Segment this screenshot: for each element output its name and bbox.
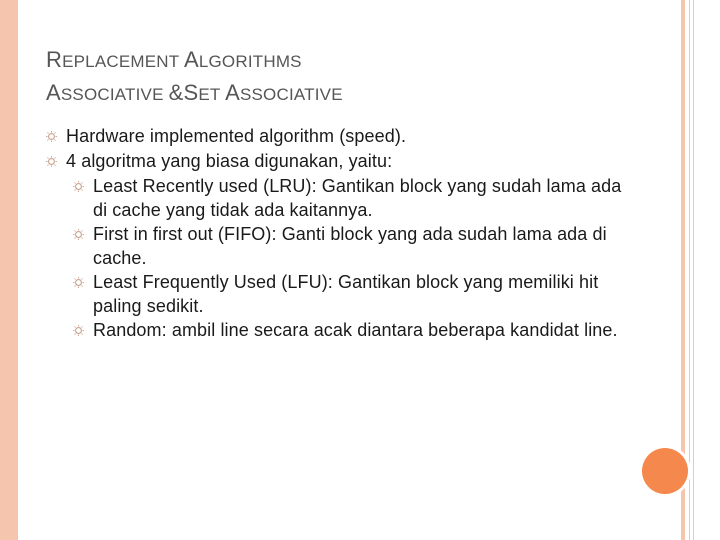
sub-bullet-text: First in first out (FIFO): Ganti block yang ada sudah lama ada di cache. [93, 224, 607, 268]
right-decorative-line [693, 0, 694, 540]
decorative-orange-circle [642, 448, 688, 494]
sub-bullet-text: Random: ambil line secara acak diantara beberapa kandidat line. [93, 320, 618, 340]
sun-icon [46, 131, 57, 142]
left-decorative-border [0, 0, 18, 540]
list-item [46, 149, 636, 342]
sun-icon [73, 325, 84, 336]
sub-list-item [66, 222, 636, 270]
bullet-list [46, 124, 636, 342]
right-decorative-line [689, 0, 690, 540]
sub-list-item [66, 174, 636, 222]
sub-bullet-text: Least Frequently Used (LFU): Gantikan block yang memiliki hit paling sedikit. [93, 272, 599, 316]
bullet-text: 4 algoritma yang biasa digunakan, yaitu: [66, 151, 393, 171]
list-item [46, 124, 636, 149]
slide-body [46, 124, 636, 342]
title-line-2: ASSOCIATIVE &SET ASSOCIATIVE [46, 80, 343, 105]
sub-bullet-list [66, 174, 636, 342]
title-line-1: REPLACEMENT ALGORITHMS [46, 47, 302, 72]
sub-list-item [66, 270, 636, 318]
sun-icon [73, 277, 84, 288]
sun-icon [73, 181, 84, 192]
bullet-text: Hardware implemented algorithm (speed). [66, 126, 407, 146]
sub-bullet-text: Least Recently used (LRU): Gantikan block yang sudah lama ada di cache yang tidak ada kaitannya. [93, 176, 622, 220]
sun-icon [46, 156, 57, 167]
sub-list-item [66, 318, 636, 342]
slide-title [46, 44, 343, 110]
sun-icon [73, 229, 84, 240]
